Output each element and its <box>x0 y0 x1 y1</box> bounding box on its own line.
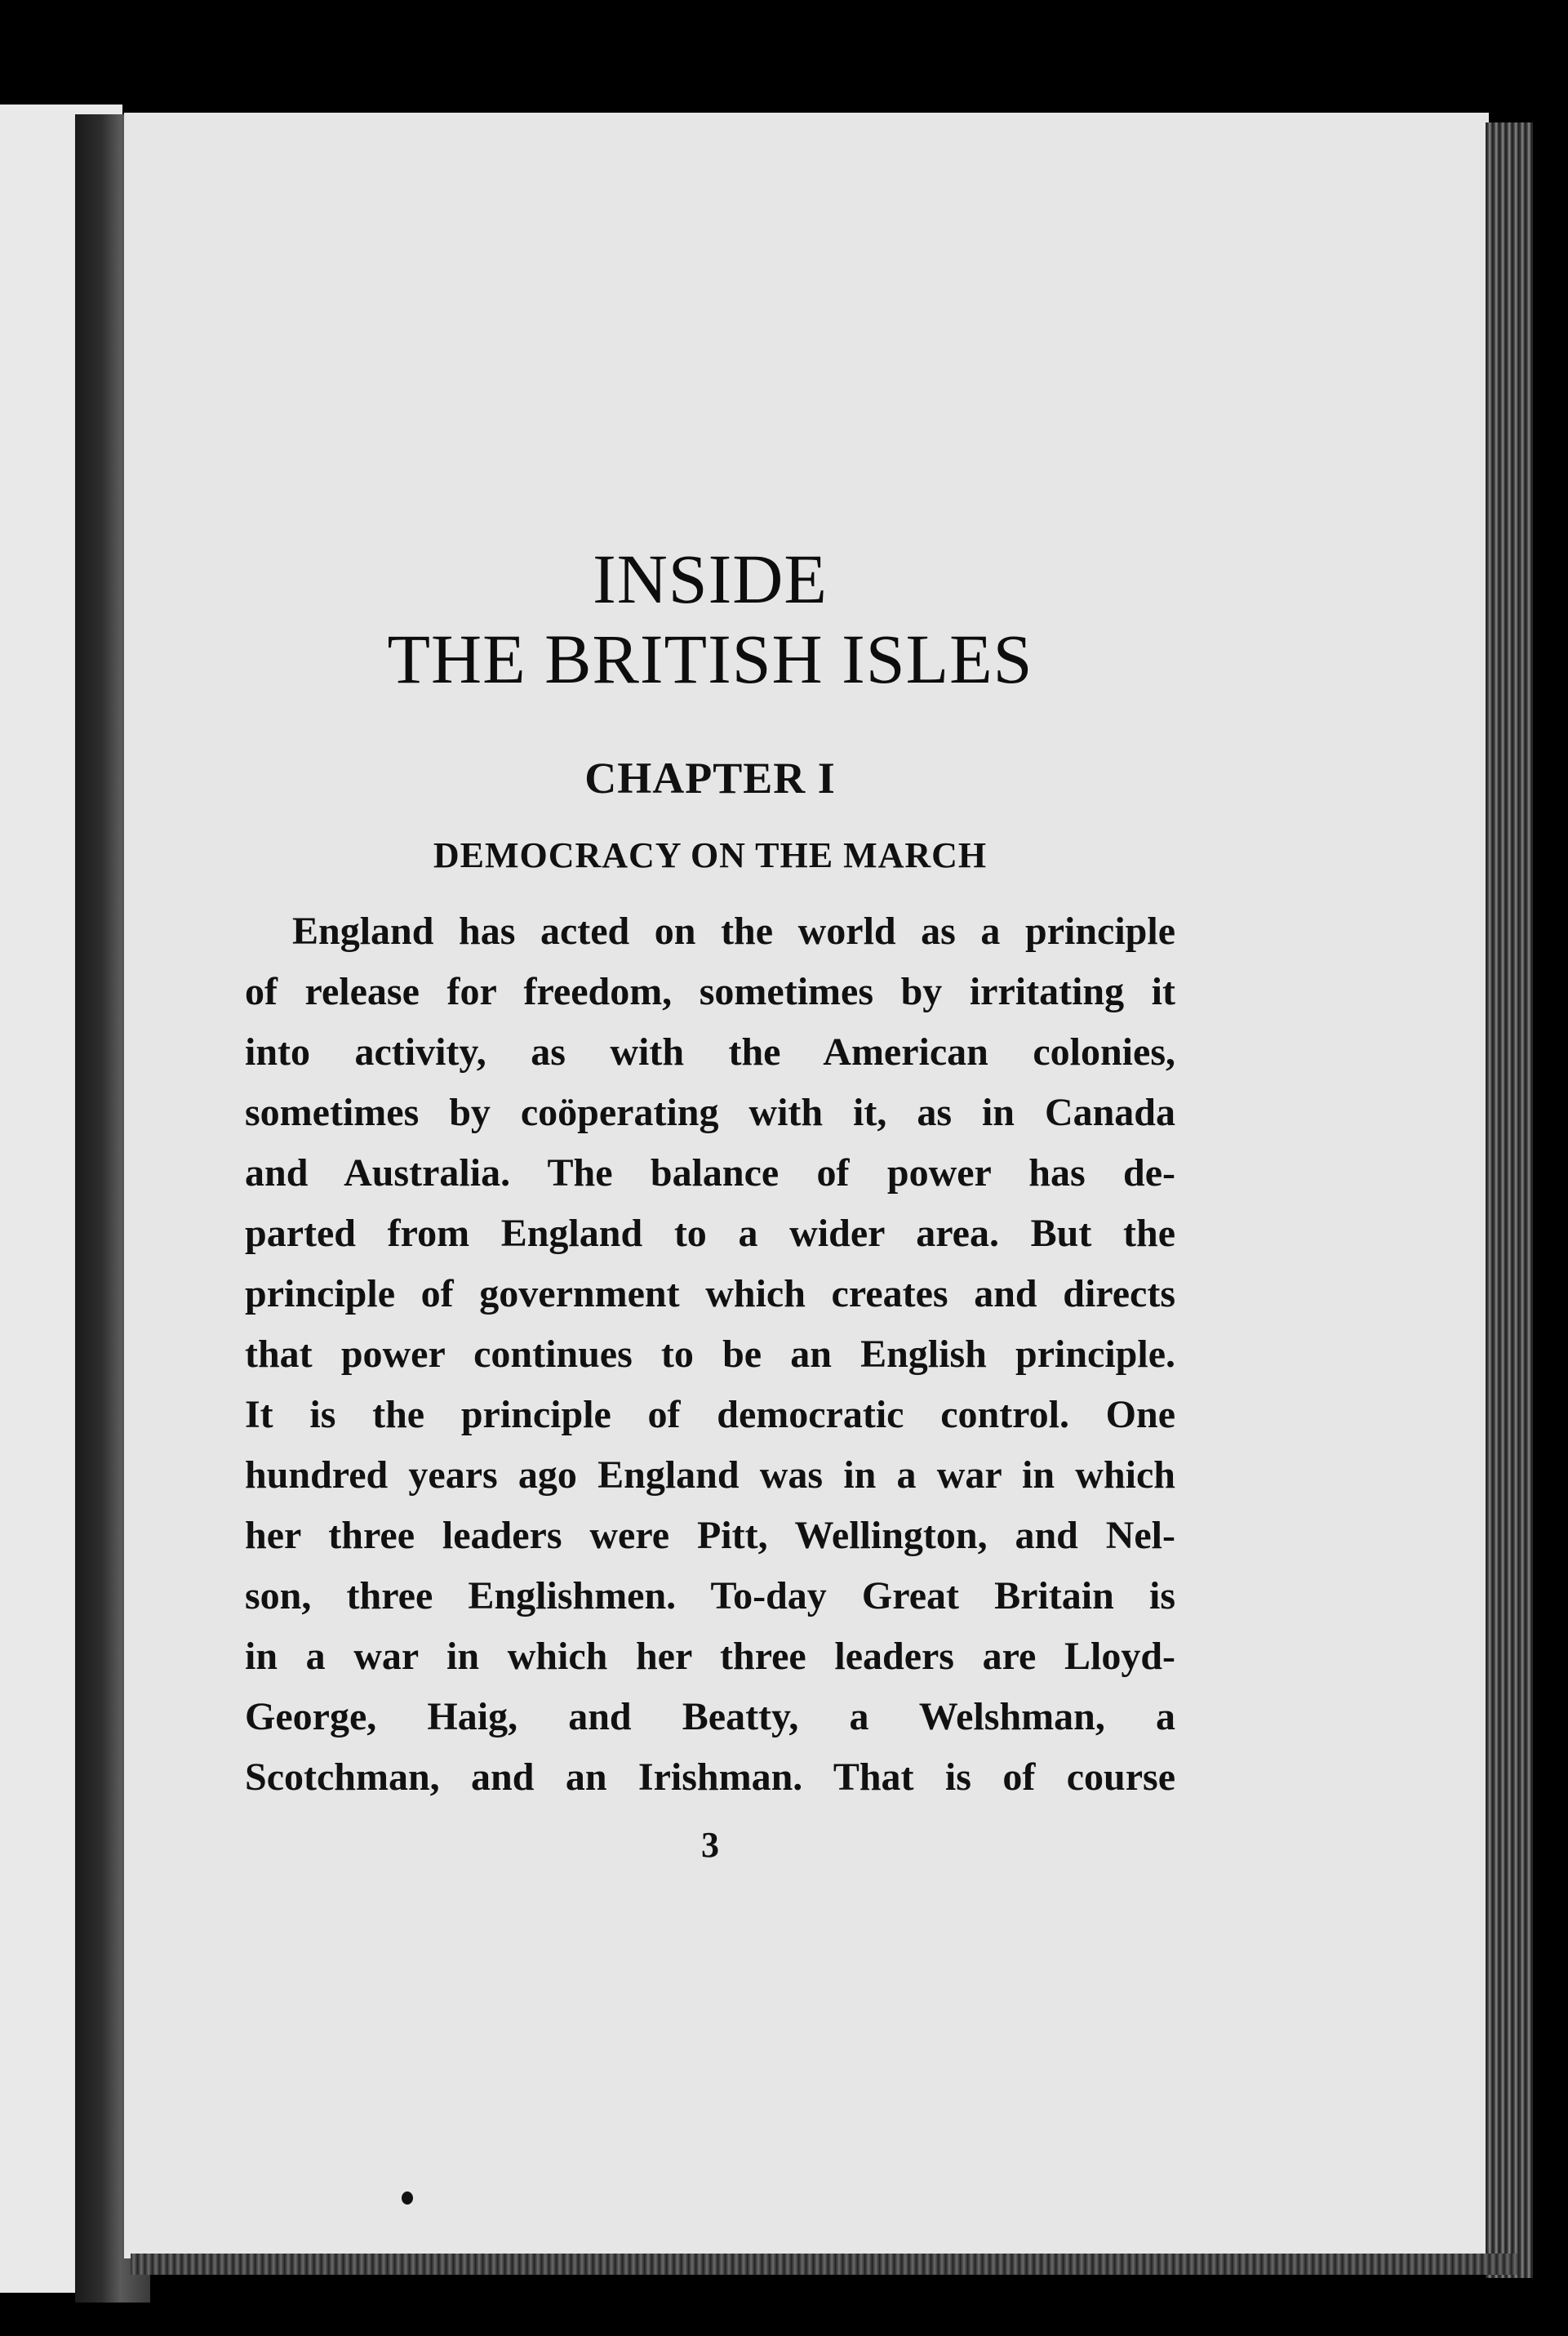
bottom-page-edge <box>131 2254 1518 2275</box>
chapter-title: DEMOCRACY ON THE MARCH <box>433 835 988 875</box>
body-text <box>245 901 1175 1808</box>
body-line: principle of government which creates and directs <box>245 1272 1175 1315</box>
body-line: It is the principle of democratic control. One <box>245 1393 1175 1436</box>
body-line: of release for freedom, sometimes by irritating it <box>245 970 1175 1013</box>
body-line: Scotchman, and an Irishman. That is of course <box>245 1755 1175 1799</box>
body-line: in a war in which her three leaders are Lloyd- <box>245 1635 1175 1678</box>
body-line: England has acted on the world as a principle <box>292 910 1175 953</box>
chapter-heading: CHAPTER I <box>584 754 836 803</box>
body-line: into activity, as with the American colonies, <box>245 1030 1175 1074</box>
ink-speck <box>402 2191 413 2205</box>
book-title-line-2: THE BRITISH ISLES <box>387 620 1033 698</box>
body-line: that power continues to be an English principle. <box>245 1333 1175 1376</box>
body-line: and Australia. The balance of power has de- <box>245 1151 1175 1195</box>
body-line: hundred years ago England was in a war in which <box>245 1453 1175 1497</box>
page-number: 3 <box>701 1825 719 1865</box>
book-title-line-1: INSIDE <box>593 540 828 618</box>
body-line: her three leaders were Pitt, Wellington, and Nel- <box>245 1514 1175 1557</box>
page-content <box>245 539 1175 1868</box>
body-line: sometimes by coöperating with it, as in Canada <box>245 1091 1175 1134</box>
body-line: George, Haig, and Beatty, a Welshman, a <box>245 1695 1175 1738</box>
body-line: son, three Englishmen. To-day Great Britain is <box>245 1574 1175 1617</box>
body-line: parted from England to a wider area. But the <box>245 1212 1175 1255</box>
page-stack-edge <box>1486 122 1533 2278</box>
book-title <box>245 539 1175 699</box>
